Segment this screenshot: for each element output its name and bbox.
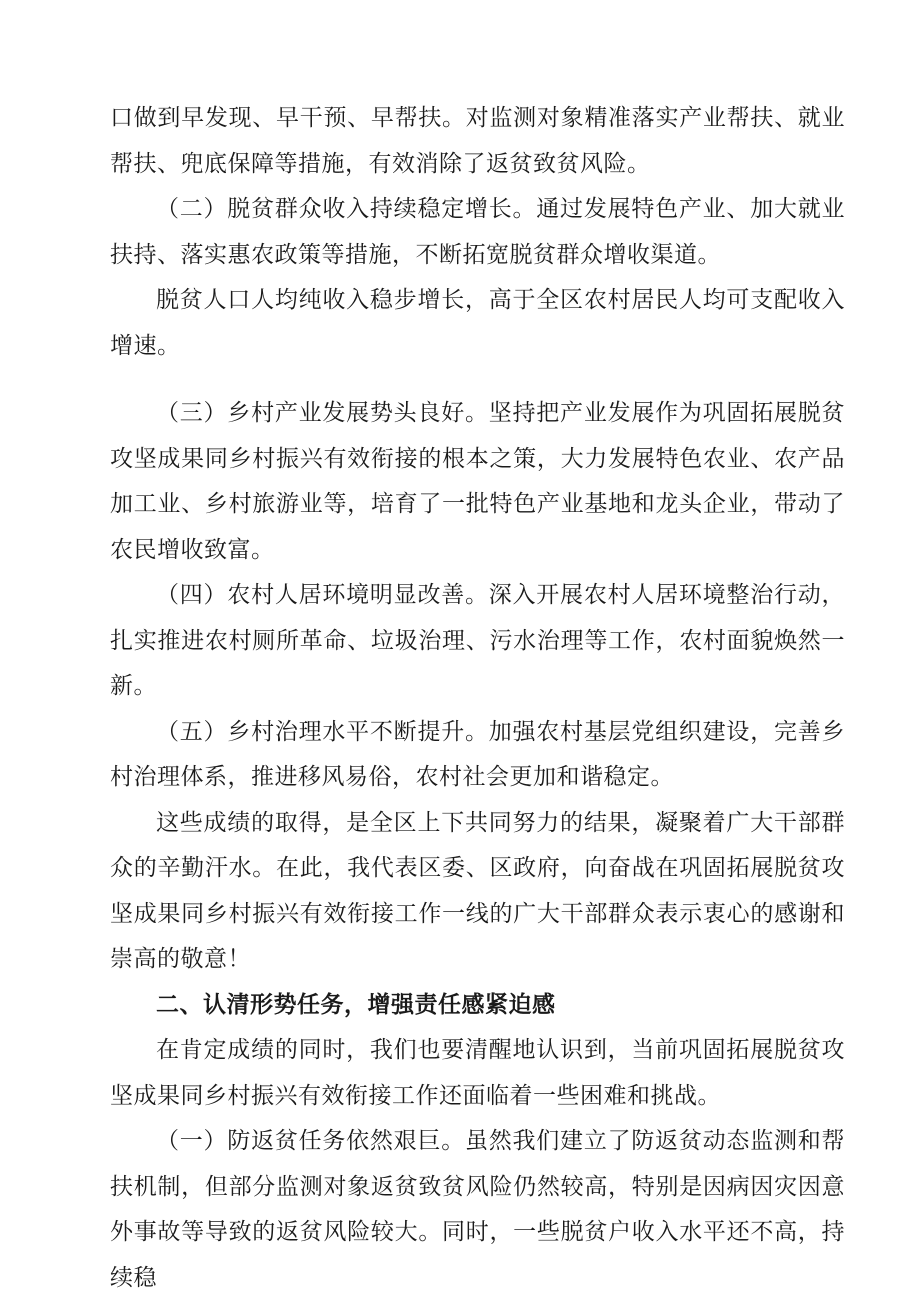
document-page [110, 96, 845, 1301]
paragraph-governance: （五）乡村治理水平不断提升。加强农村基层党组织建设，完善乡村治理体系，推进移风易俗，农村社会更加和谐稳定。 [110, 718, 845, 790]
paragraph-income-rate: 脱贫人口人均纯收入稳步增长，高于全区农村居民人均可支配收入增速。 [110, 287, 845, 359]
paragraph-environment: （四）农村人居环境明显改善。深入开展农村人居环境整治行动，扎实推进农村厕所革命、垃圾治理、污水治理等工作，农村面貌焕然一新。 [110, 582, 845, 699]
paragraph-industry: （三）乡村产业发展势头良好。坚持把产业发展作为巩固拓展脱贫攻坚成果同乡村振兴有效衔接的根本之策，大力发展特色农业、农产品加工业、乡村旅游业等，培育了一批特色产业基地和龙头企业，带动了农民增收致富。 [110, 400, 845, 563]
paragraph-continuation: 口做到早发现、早干预、早帮扶。对监测对象精准落实产业帮扶、就业帮扶、兜底保障等措施，有效消除了返贫致贫风险。 [110, 105, 845, 177]
paragraph-challenges-intro: 在肯定成绩的同时，我们也要清醒地认识到，当前巩固拓展脱贫攻坚成果同乡村振兴有效衔接工作还面临着一些困难和挑战。 [110, 1037, 845, 1109]
paragraph-thanks: 这些成绩的取得，是全区上下共同努力的结果，凝聚着广大干部群众的辛勤汗水。在此，我代表区委、区政府，向奋战在巩固拓展脱贫攻坚成果同乡村振兴有效衔接工作一线的广大干部群众表示衷心的感谢和崇高的敬意！ [110, 809, 845, 972]
paragraph-income-growth: （二）脱贫群众收入持续稳定增长。通过发展特色产业、加大就业扶持、落实惠农政策等措施，不断拓宽脱贫群众增收渠道。 [110, 196, 845, 268]
paragraph-poverty-return: （一）防返贫任务依然艰巨。虽然我们建立了防返贫动态监测和帮扶机制，但部分监测对象返贫致贫风险仍然较高，特别是因病因灾因意外事故等导致的返贫风险较大。同时，一些脱贫户收入水平还不高，持续稳 [110, 1128, 845, 1291]
section-heading-2: 二、认清形势任务，增强责任感紧迫感 [156, 991, 556, 1018]
